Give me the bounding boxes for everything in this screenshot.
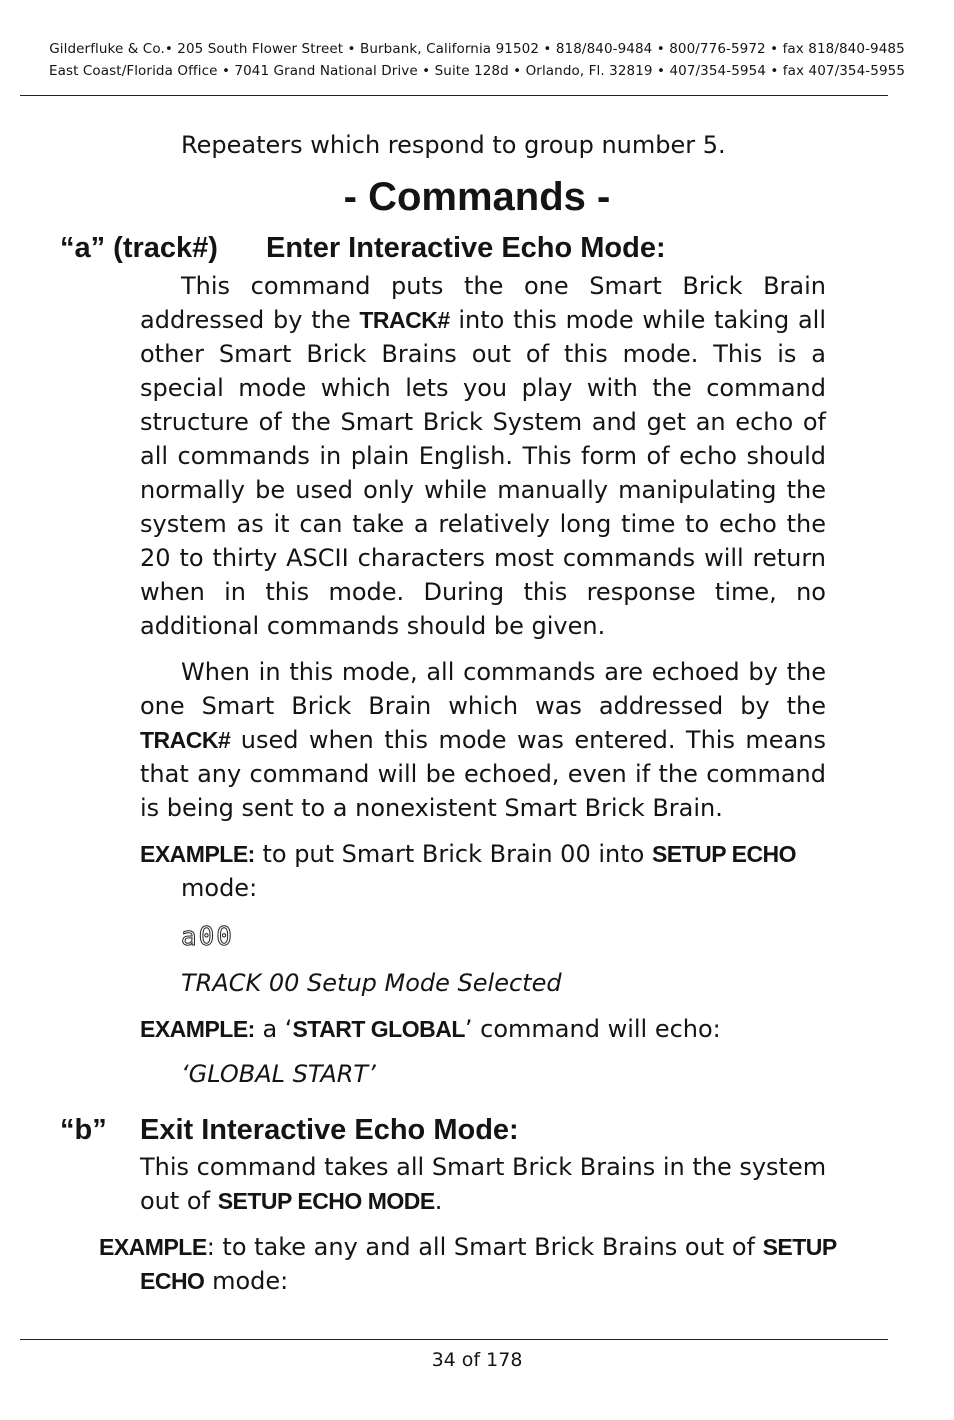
command-b-paragraph-line-1: This command takes all Smart Brick Brains in the system [140,1153,827,1181]
example-2-response: ‘GLOBAL START’ [181,1060,376,1088]
example-2-line: EXAMPLE: a ‘START GLOBAL’ command will echo: [140,1015,721,1043]
example-3-tail: ECHO mode: [140,1267,289,1295]
command-a-title: Enter Interactive Echo Mode: [266,232,666,264]
example-label: EXAMPLE: [140,1016,255,1042]
command-a-paragraph-1: This command puts the one Smart Brick Brain addressed by the TRACK# into this mode while taking all other Smart Brick Brains out of this mode. This is a special mode which lets you play with the command structure of the Smart Brick System and get an echo of all commands in plain English. This form of echo should normally be used only while manually manipulating the system as it can take a relatively long time to echo the 20 to thirty ASCII characters most commands will return when in this mode. During this response time, no additional commands should be given. [140,272,827,640]
page-number: 34 of 178 [431,1349,523,1371]
example-label: EXAMPLE: [140,841,255,867]
section-title: - Commands - [343,175,611,219]
command-b-paragraph-line-2: out of SETUP ECHO MODE. [140,1187,443,1215]
example-1-response: TRACK 00 Setup Mode Selected [181,969,562,997]
example-1-code: a00 [181,922,234,952]
track-keyword: TRACK# [359,307,450,333]
example-label: EXAMPLE [99,1234,207,1260]
command-a-paragraph-2: When in this mode, all commands are echoed by the one Smart Brick Brain which was addressed by the TRACK# used when this mode was entered. This means that any command will be echoed, even if the command is being sent to a nonexistent Smart Brick Brain. [140,658,826,822]
command-a-key: “a” (track#) [60,232,218,264]
footer-divider [20,1339,888,1340]
header-address-line-1: Gilderfluke & Co.• 205 South Flower Street • Burbank, California 91502 • 818/840-9484 • 800/776-5972 • fax 818/840-9485 [49,41,905,57]
header-divider [20,95,888,96]
example-1-line: EXAMPLE: to put Smart Brick Brain 00 into SETUP ECHO [140,840,797,868]
example-3-line: EXAMPLE: to take any and all Smart Brick Brains out of SETUP [99,1233,837,1261]
command-b-title: Exit Interactive Echo Mode: [140,1114,519,1146]
example-1-tail: mode: [181,874,258,902]
track-keyword: TRACK# [140,727,231,753]
intro-line: Repeaters which respond to group number 5. [181,131,726,159]
command-b-key: “b” [60,1114,107,1146]
header-address-line-2: East Coast/Florida Office • 7041 Grand National Drive • Suite 128d • Orlando, Fl. 32819 • 407/354-5954 • fax 407/354-5955 [48,63,906,79]
